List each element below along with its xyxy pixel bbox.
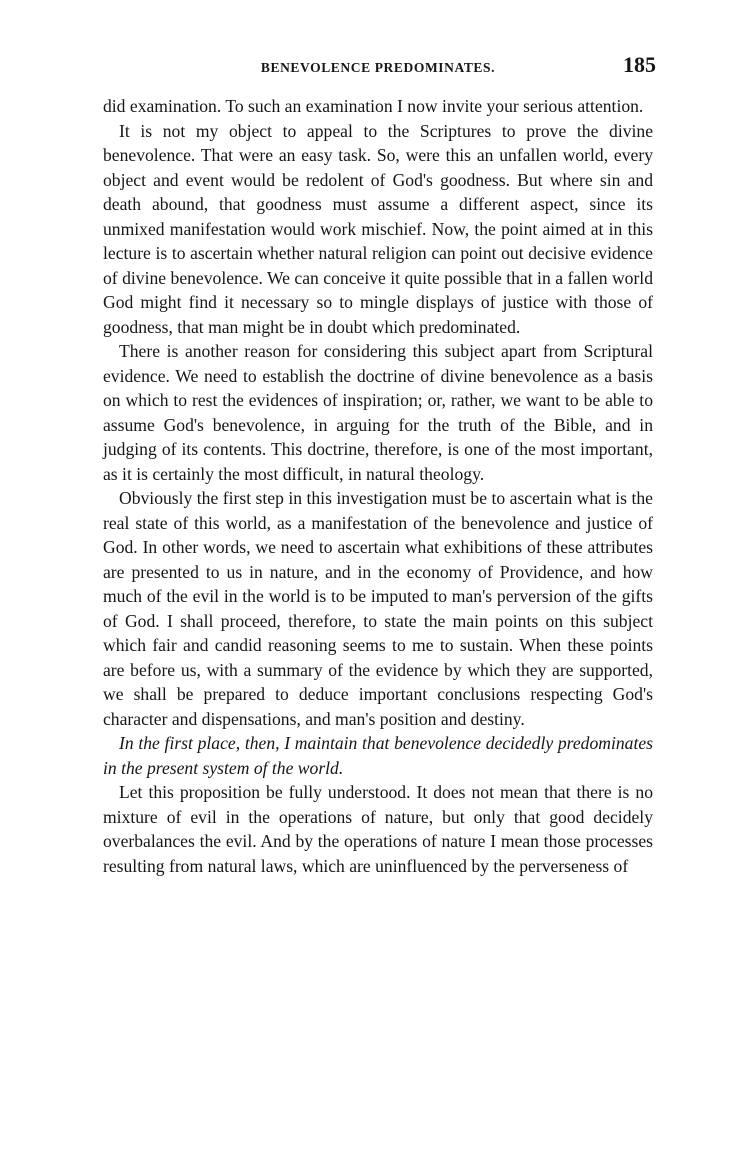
paragraph-proposition: In the first place, then, I maintain that benevolence decidedly predominates in the present system of the world. [103,733,653,778]
page-header [100,52,656,82]
paragraph-understood: Let this proposition be fully understood. It does not mean that there is no mixture of evil in the operations of nature, but only that good decidely overbalances the evil. And by the operations of nature I mean those processes resulting from natural laws, which are uninfluenced by the perverseness of [103,782,653,876]
paragraph-continuation: did examination. To such an examination I now invite your serious attention. [103,96,644,116]
paragraph-another-reason: There is another reason for considering this subject apart from Scriptural evidence. We need to establish the doctrine of divine benevolence as a basis on which to rest the evidences of inspiration; or, rather, we want to be able to assume God's benevolence, in arguing for the truth of the Bible, and in judging of its contents. This doctrine, therefore, is one of the most important, as it is certainly the most difficult, in natural theology. [103,341,653,484]
page-number: 185 [623,52,656,77]
body-text [103,94,653,878]
running-head: BENEVOLENCE PREDOMINATES. [260,60,496,75]
paragraph-scripture-appeal: It is not my object to appeal to the Scriptures to prove the divine benevolence. That were an easy task. So, were this an unfallen world, every object and event would be redolent of God's goodness. But where sin and death abound, that goodness must assume a different aspect, since its unmixed manifestation would work mischief. Now, the point aimed at in this lecture is to ascertain whether natural religion can point out decisive evidence of divine benevolence. We can conceive it quite possible that in a fallen world God might find it necessary so to mingle displays of justice with those of goodness, that man might be in doubt which predominated. [103,120,653,337]
paragraph-first-step: Obviously the first step in this investigation must be to ascertain what is the real state of this world, as a manifestation of the benevolence and justice of God. In other words, we need to ascertain what exhibitions of these attributes are presented to us in nature, and in the economy of Providence, and how much of the evil in the world is to be imputed to man's perversion of the gifts of God. I shall proceed, therefore, to state the main points on this subject which fair and candid reasoning seems to me to sustain. When these points are before us, with a summary of the evidence by which they are supported, we shall be prepared to deduce important conclusions respecting God's character and dispensations, and man's position and destiny. [103,488,653,729]
